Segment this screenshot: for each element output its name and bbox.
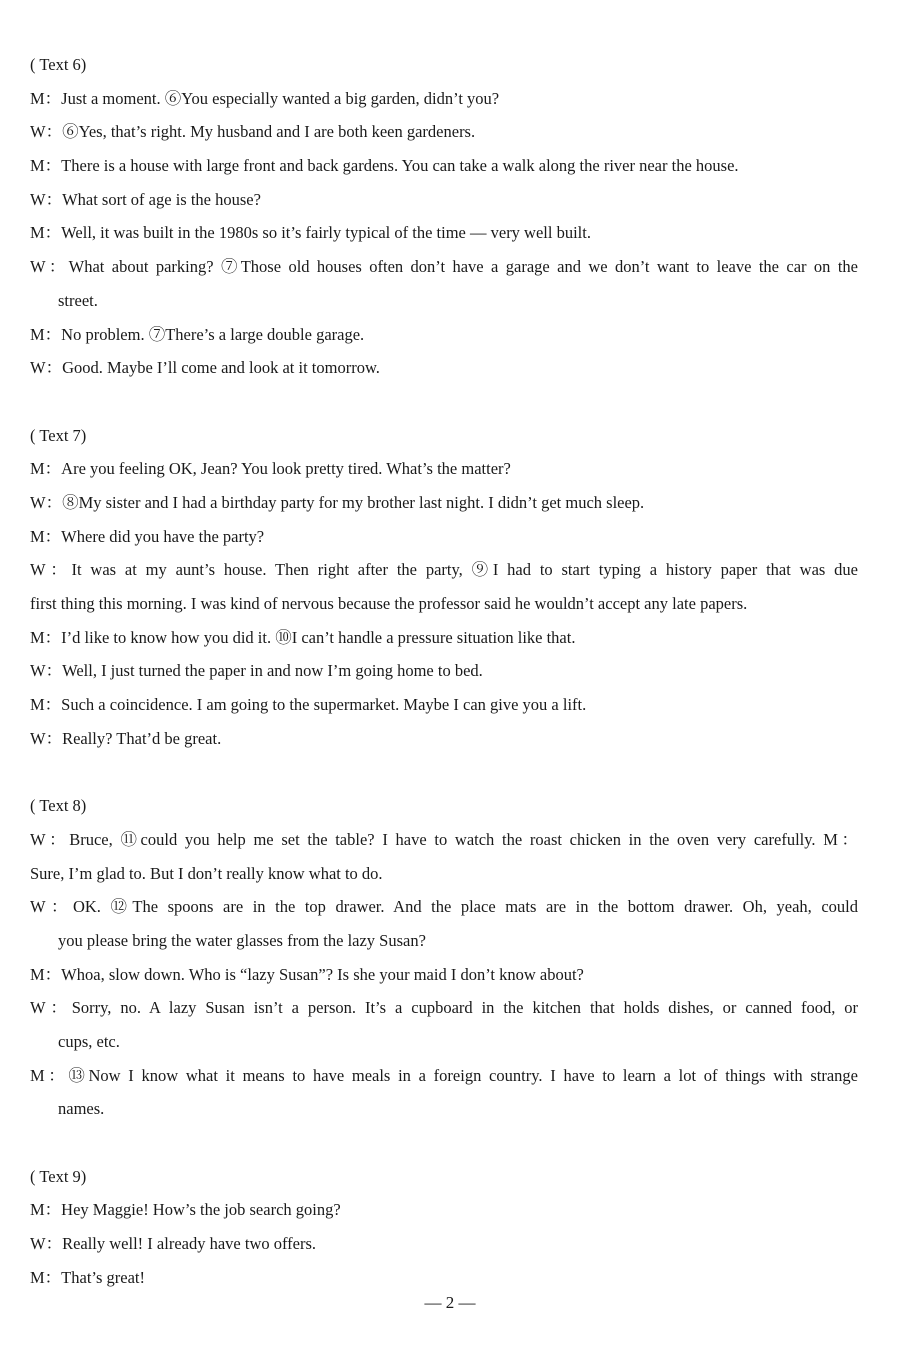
dialogue-line: W：Good. Maybe I’ll come and look at it tomorrow. (30, 358, 380, 378)
transcript-document (30, 48, 858, 1294)
dialogue-line: M：Hey Maggie! How’s the job search going? (30, 1200, 341, 1220)
dialogue-line: W：Really? That’d be great. (30, 728, 222, 748)
dialogue-line: W：OK. ⑫The spoons are in the top drawer. And the place mats are in the bottom drawer. Oh, yeah, could (30, 897, 858, 917)
section-heading: ( Text 6) (30, 55, 87, 74)
dialogue-line: W：⑧My sister and I had a birthday party for my brother last night. I didn’t get much sleep. (30, 492, 645, 512)
dialogue-line: W：What about parking? ⑦Those old houses often don’t have a garage and we don’t want to leave the car on the (30, 257, 858, 277)
dialogue-line: M：Such a coincidence. I am going to the supermarket. Maybe I can give you a lift. (30, 695, 587, 715)
dialogue-line: M：Just a moment. ⑥You especially wanted a big garden, didn’t you? (30, 88, 500, 108)
section-gap (30, 1126, 858, 1160)
dialogue-line: W：Sorry, no. A lazy Susan isn’t a person. It’s a cupboard in the kitchen that holds dishes, or canned food, or (30, 998, 858, 1018)
section-gap (30, 385, 858, 419)
dialogue-line: first thing this morning. I was kind of nervous because the professor said he wouldn’t accept any late papers. (30, 594, 748, 613)
dialogue-line: M：Are you feeling OK, Jean? You look pretty tired. What’s the matter? (30, 459, 511, 479)
dialogue-line: W：⑥Yes, that’s right. My husband and I are both keen gardeners. (30, 122, 476, 142)
text-section (30, 48, 858, 385)
section-gap (30, 755, 858, 789)
section-heading: ( Text 8) (30, 796, 87, 816)
text-section (30, 789, 858, 1126)
dialogue-line: M：Where did you have the party? (30, 526, 265, 546)
dialogue-line: names. (58, 1099, 105, 1119)
dialogue-line: W：What sort of age is the house? (30, 189, 261, 209)
dialogue-line: M：That’s great! (30, 1267, 146, 1287)
dialogue-line: W：Really well! I already have two offers. (30, 1234, 317, 1254)
dialogue-line: cups, etc. (58, 1031, 120, 1051)
section-heading: ( Text 7) (30, 425, 87, 445)
text-section (30, 1160, 858, 1295)
dialogue-line: street. (58, 290, 98, 310)
dialogue-line: Sure, I’m glad to. But I don’t really know what to do. (30, 863, 383, 883)
dialogue-line: M：⑬Now I know what it means to have meals in a foreign country. I have to learn a lot of things with strange (30, 1065, 858, 1085)
dialogue-line: M：Whoa, slow down. Who is “lazy Susan”? Is she your maid I don’t know about? (30, 964, 584, 984)
section-heading: ( Text 9) (30, 1166, 87, 1186)
dialogue-line: W：It was at my aunt’s house. Then right after the party, ⑨I had to start typing a history paper that was due (30, 560, 858, 580)
page-number: — 2 — (424, 1293, 476, 1312)
text-section (30, 419, 858, 756)
dialogue-line: M：There is a house with large front and back gardens. You can take a walk along the river near the house. (30, 156, 739, 176)
dialogue-line: M：No problem. ⑦There’s a large double garage. (30, 324, 365, 344)
dialogue-line: you please bring the water glasses from the lazy Susan? (58, 930, 426, 950)
dialogue-line: W：Bruce, ⑪could you help me set the table? I have to watch the roast chicken in the oven very carefully. M： (30, 829, 858, 849)
dialogue-line: M：I’d like to know how you did it. ⑩I can’t handle a pressure situation like that. (30, 627, 576, 647)
dialogue-line: W：Well, I just turned the paper in and now I’m going home to bed. (30, 661, 483, 681)
dialogue-line: M：Well, it was built in the 1980s so it’s fairly typical of the time — very well built. (30, 223, 591, 243)
